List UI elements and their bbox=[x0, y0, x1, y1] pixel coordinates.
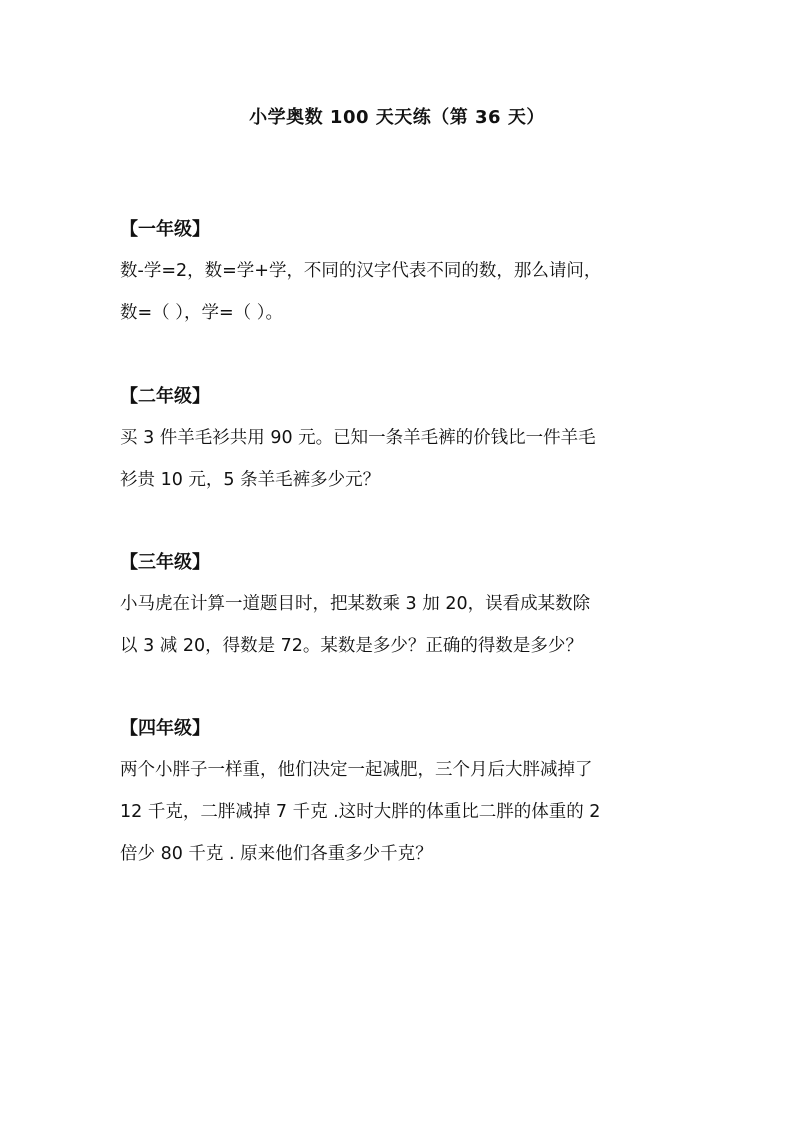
problem-line: 12 千克，二胖减掉 7 千克 .这时大胖的体重比二胖的体重的 2 bbox=[120, 802, 601, 822]
section-grade-1 bbox=[120, 216, 720, 327]
page-title: 小学奥数 100 天天练（第 36 天） bbox=[249, 107, 545, 128]
problem-line: 买 3 件羊毛衫共用 90 元。已知一条羊毛裤的价钱比一件羊毛 bbox=[120, 428, 596, 448]
problem-line: 数-学=2，数=学+学，不同的汉字代表不同的数，那么请问， bbox=[120, 261, 602, 281]
problem-text bbox=[120, 590, 720, 660]
section-grade-2 bbox=[120, 383, 720, 494]
section-grade-3 bbox=[120, 549, 720, 660]
problem-text bbox=[120, 257, 720, 327]
problem-text bbox=[120, 424, 720, 494]
section-heading: 【一年级】 bbox=[120, 219, 210, 240]
section-heading: 【四年级】 bbox=[120, 718, 210, 739]
problem-line: 两个小胖子一样重，他们决定一起减肥，三个月后大胖减掉了 bbox=[120, 760, 593, 780]
section-heading: 【二年级】 bbox=[120, 386, 210, 407]
problem-line: 数=（ ），学=（ ）。 bbox=[120, 303, 283, 323]
problem-line: 小马虎在计算一道题目时，把某数乘 3 加 20，误看成某数除 bbox=[120, 594, 591, 614]
problem-line: 衫贵 10 元，5 条羊毛裤多少元？ bbox=[120, 470, 381, 490]
problem-line: 以 3 减 20，得数是 72。某数是多少？正确的得数是多少？ bbox=[120, 636, 583, 656]
problem-text bbox=[120, 756, 720, 868]
section-heading: 【三年级】 bbox=[120, 552, 210, 573]
section-grade-4 bbox=[120, 715, 720, 868]
problem-line: 倍少 80 千克 . 原来他们各重多少千克？ bbox=[120, 844, 433, 864]
